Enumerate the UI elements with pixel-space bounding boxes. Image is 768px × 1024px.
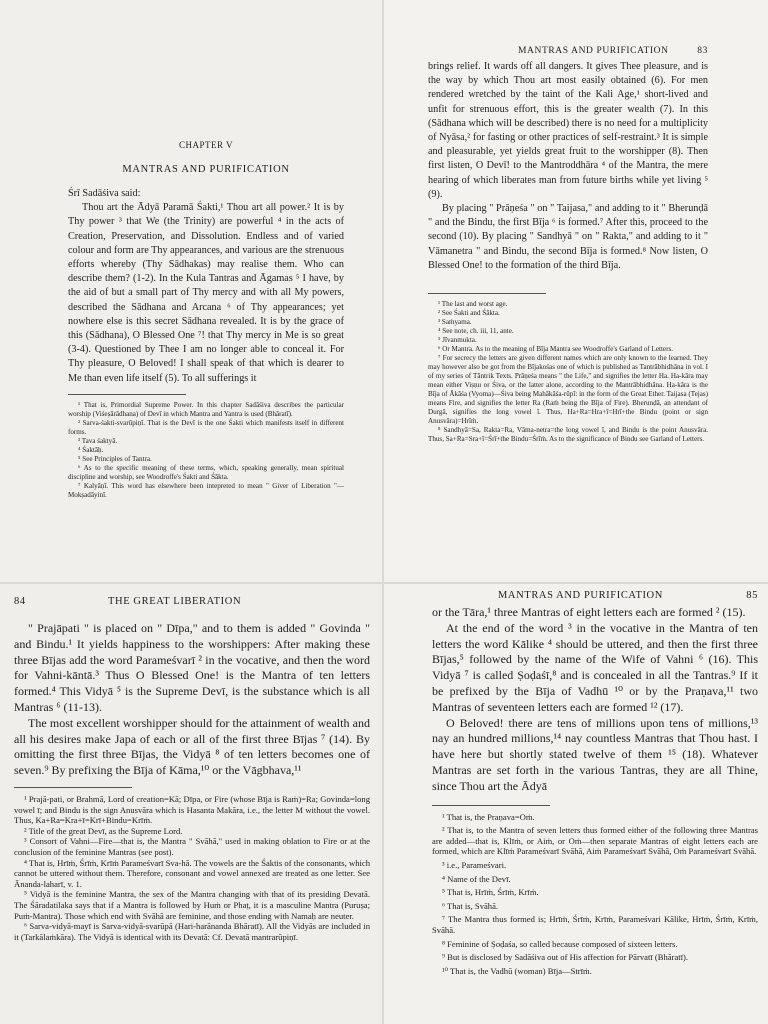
footnote: ⁵ Jīvanmukta. [438,336,477,345]
footnotes [432,812,758,977]
footnote: ⁴ See note, ch. iii, 11, ante. [438,327,514,336]
footnote: ² Sarva-śakti-svarūpiṇī. That is the Devī is the one Śakti which manifests itself in different forms. [68,418,344,436]
running-head-title: MANTRAS AND PURIFICATION [498,590,663,601]
paragraph: The most excellent worshipper should for the attainment of wealth and all his desires make Japa of each or all of the first three Bījas ⁷ (14). By omitting the first three Bījas, the Vidyā ⁸ of ten letters becomes one of seven.⁹ By prefixing the Bīja of Kāma,¹⁰ or the Vāgbhava,¹¹ [14,715,370,778]
footnote: ⁷ Kalyāṇī. This word has elsewhere been intepreted to mean " Giver of Liberation "—Mokṣadāyinī. [68,481,344,499]
footnote-rule [432,805,550,806]
footnote-rule [68,394,186,395]
page-84 [0,584,382,1024]
footnote: ² See Śakti and Śākta. [438,309,500,318]
chapter-label: CHAPTER V [178,140,234,150]
paragraph: " Prajāpati " is placed on " Dīpa," and to them is added " Govinda " and Bindu.¹ It yields happiness to the worshippers: After making these three Bījas add the word Parameśvarī ² in the vocative, and then the word for Vahni-kāntā.³ Thus O Blessed One! is the Mantra of ten letters formed.⁴ This Vidyā ⁵ is the Supreme Devī, is the substance which is all Mantras ⁶ (11-13). [14,621,370,714]
footnote: ¹⁰ That is, the Vadhū (woman) Bīja—Strīṁ. [442,965,592,976]
footnote-rule [428,293,546,294]
footnote: ⁵ See Principles of Tantra. [78,454,152,463]
page-body [68,187,344,386]
paragraph: At the end of the word ³ in the vocative in the Mantra of ten letters the word Kālike ⁴ should be uttered, and then the first three Bījas,⁵ followed by the name of the Wife of Vahni ⁶ (16). This Vidyā ⁷ is called Ṣoḍaśī,⁸ and is concealed in all the Tantras.⁹ If it be prefixed by the Bīja of Vadhū ¹⁰ or by the Praṇava,¹¹ two Mantras of seventeen letters each are formed ¹² (17). [432,620,758,714]
footnote: ⁸ Feminine of Ṣoḍaśa, so called because composed of sixteen letters. [442,938,678,949]
footnote: ¹ The last and worst age. [438,300,508,309]
paragraph: or the Tāra,¹ three Mantras of eight letters each are formed ² (15). [432,605,746,619]
page-number: 83 [697,46,708,56]
page-83 [384,0,768,582]
footnote: ⁴ That is, Hrīṁ, Śrīṁ, Krīṁ Parameśvarī Sva-hā. The vowels are the Śaktis of the consonants, which cannot be uttered without them. Therefore, consonant and vowel annexed are treated as one letter. See Ānanda-laharī, v. 1. [14,857,370,889]
footnote: ⁷ For secrecy the letters are given different names which are only known to the learned. They may however also be got from the Bījakośas one of which is published as Tantrābhidhāna in vol. I of my series of Tāntrik Texts. Prāṇeśa means " the Life," and signifies the letter Ha. Ha-kāra may mean either Viṣṇu or Śiva, or the latter alone, according to the Mantrābhidhāna. Ha-kāra is the Bīja of Ākāśa (Vyoma)—Śiva being Mahākāśa-rūpī: in the form of the Great Ether. Taijasa (Tejas) means Fire, and signifies the letter Ra (Raṁ being the Bīja of Fire). Bherunḍā, an attendant of Durgā, signifies the long vowel ī. Thus, Ha+Ra=Hra+ī=Hrī+the Bindu (point or sign Anusvāra)=Hrīṁ. [428,354,708,426]
footnote: ⁹ But is disclosed by Sadāśiva out of His affection for Pārvatī (Bhāratī). [442,952,689,963]
footnote: ⁶ Or Mantra. As to the meaning of Bīja Mantra see Woodroffe's Garland of Letters. [438,345,673,354]
footnote: ⁵ That is, Hrīṁ, Śrīṁ, Krīṁ. [442,887,539,898]
chapter-title: MANTRAS AND PURIFICATION [122,164,290,175]
footnotes [428,300,708,444]
page-82 [0,0,382,582]
footnote: ³ i.e., Parameśvari. [442,859,507,870]
running-head-title: THE GREAT LIBERATION [108,596,242,607]
footnote: ⁴ Name of the Devī. [442,873,511,884]
page-number: 85 [746,590,758,601]
footnote: ¹ Prajā-pati, or Brahmā, Lord of creation=Kā; Dīpa, or Fire (whose Bīja is Raṁ)=Ra; Govinda=long vowel ī; and Bindu is the sign Anusvāra which is Hasanta Makāra, i.e., the letter M without the vowel. Thus, Ka+Ra=Kra+ī=Krī+Bindu=Krīṁ. [14,793,370,826]
footnote: ⁷ The Mantra thus formed is; Hrīṁ, Śrīṁ, Krīṁ, Parameśvari Kālike, Hrīṁ, Śrīṁ, Krīṁ, Svāhā. [432,914,758,935]
running-head-title: MANTRAS AND PURIFICATION [518,46,669,56]
footnotes [14,794,370,942]
footnote: ¹ That is, the Praṇava=Oṁ. [442,811,535,822]
paragraph: Thou art the Ādyā Paramā Śakti,¹ Thou art all power.² It is by Thy power ³ that We (the Trinity) are powerful ⁴ in the acts of Creation, Preservation, and Dissolution. Endless and of varied colour and form are Thy appearances, and various are the strenuous efforts whereby (Thy Sādhakas) may realise them. Who can describe them? (1-2). In the Kula Tantras and Āgamas ⁵ I have, by the aid of but a small part of Thy mercy and with all My powers, described the Sādhana and Arcana ⁶ of Thy appearances; yet nowhere else is this secret Sādhana revealed. It is by the grace of this (Sādhana), O Blessed One ⁷! that Thy mercy in Me is so great (3-4). Questioned by Thee I am no longer able to conceal it. For Thy pleasure, O Beloved! I shall speak of that which is dearer to Me than even life itself (5). To all sufferings it [68,202,344,384]
footnotes [68,401,344,500]
footnote: ³ Tava śaktyā. [78,436,118,445]
footnote: ⁴ Śaktāḥ. [78,445,104,454]
speaker-line: Śrī Sadāśiva said: [68,188,141,199]
paragraph: By placing " Prāṇeśa " on " Taijasa," and adding to it " Bherunḍā " and the Bindu, the first Bīja ⁶ is formed.⁷ After this, proceed to the second (10). By placing " Sandhyā " on " Rakta," and adding to it " Vāmanetra " and Bindu, the second Bīja is formed.⁸ Now listen, O Blessed One! to the formation of the third Bīja. [428,203,708,271]
footnote: ⁶ That is, Svāhā. [442,900,499,911]
running-head [428,46,708,56]
page-body [14,621,370,779]
footnote-rule [14,787,132,788]
running-head [432,590,758,601]
paragraph: brings relief. It wards off all dangers. It gives Thee pleasure, and is the way by which Thou art most easily obtained (6). For men rendered wretched by the taint of the Kali Age,¹ short-lived and unfit for strenuous effort, this is the greater wealth (7). In this (Sādhana which will be described) there is no need for a multiplicity of Nyāsa,² for fasting or other practices of self-restraint.³ It is simple and pleasurable, yet yields great fruit to the worshipper (8). Then first listen, O Devī! to the Mantroddhāra ⁴ of the Mantra, the mere hearing of which liberates man from future births while yet living ⁵ (9). [428,61,708,200]
page-body [432,605,758,795]
footnote: ⁵ Vidyā is the feminine Mantra, the sex of the Mantra changing with that of its presiding Devatā. The Śāradatilaka says that if a Mantra is followed by Huṁ or Phaṭ, it is a masculine Mantra (Puruṣa; Puṁ-Mantra). Those which end with Svāhā are feminine, and those ending with Namaḥ are neuter. [14,889,370,921]
running-head [14,596,370,607]
footnote: ³ Saṁyama. [438,318,472,327]
paragraph: O Beloved! there are tens of millions upon tens of millions,¹³ nay an hundred millions,¹⁴ nay countless Mantras that Thou hast. I have here but shortly stated twelve of them ¹⁵ (18). Whatever Mantras are set forth in the various Tantras, they are all Thine, since Thou art the Ādyā [432,715,758,793]
footnote: ² Title of the great Devī, as the Supreme Lord. [24,825,183,836]
footnote: ¹ That is, Primordial Supreme Power. In this chapter Sadāśiva describes the particular worship (Viśeṣārādhana) of Devī in which Mantra and Yantra is used (Bhāratī). [68,400,344,418]
footnote: ³ Consort of Vahni—Fire—that is, the Mantra " Svāhā," used in making oblation to Fire or at the conclusion of the feminine Mantras (see post). [14,836,370,857]
footnote: ⁶ Sarva-vidyā-mayī is Sarva-vidyā-svarūpā (Hari-harānanda Bhāratī). All the Vidyās are included in it (Tarkālaṁkāra). The Vidyā is identical with its Devatā: Cf. Devatā mantrarūpiṇī. [14,921,370,942]
footnote: ² That is, to the Mantra of seven letters thus formed either of the following three Mantras are added—that is, Klīṁ, or Aiṁ, or Oṁ—then separate Mantras of eight letters each are formed, which are Klīṁ Parameśvarī Svāhā, Aiṁ Parameśvarī Svāhā, Oṁ Parameśvarī Svāhā. [432,825,758,857]
footnote: ⁸ Sandhyā=Sa, Rakta=Ra, Vāma-netra=the long vowel ī, and Bindu is the point Anusvāra. Thus, Sa+Ra=Sra+ī=Śrī+the Bindu=Śrīṁ. As to the significance of Bindu see Garland of Letters. [428,426,708,444]
page-85 [384,584,768,1024]
page-body [428,60,708,273]
footnote: ⁶ As to the specific meaning of these terms, which, speaking generally, mean spiritual discipline and worship, see Woodroffe's Śakti and Śākta. [68,463,344,481]
page-number: 84 [14,596,26,607]
